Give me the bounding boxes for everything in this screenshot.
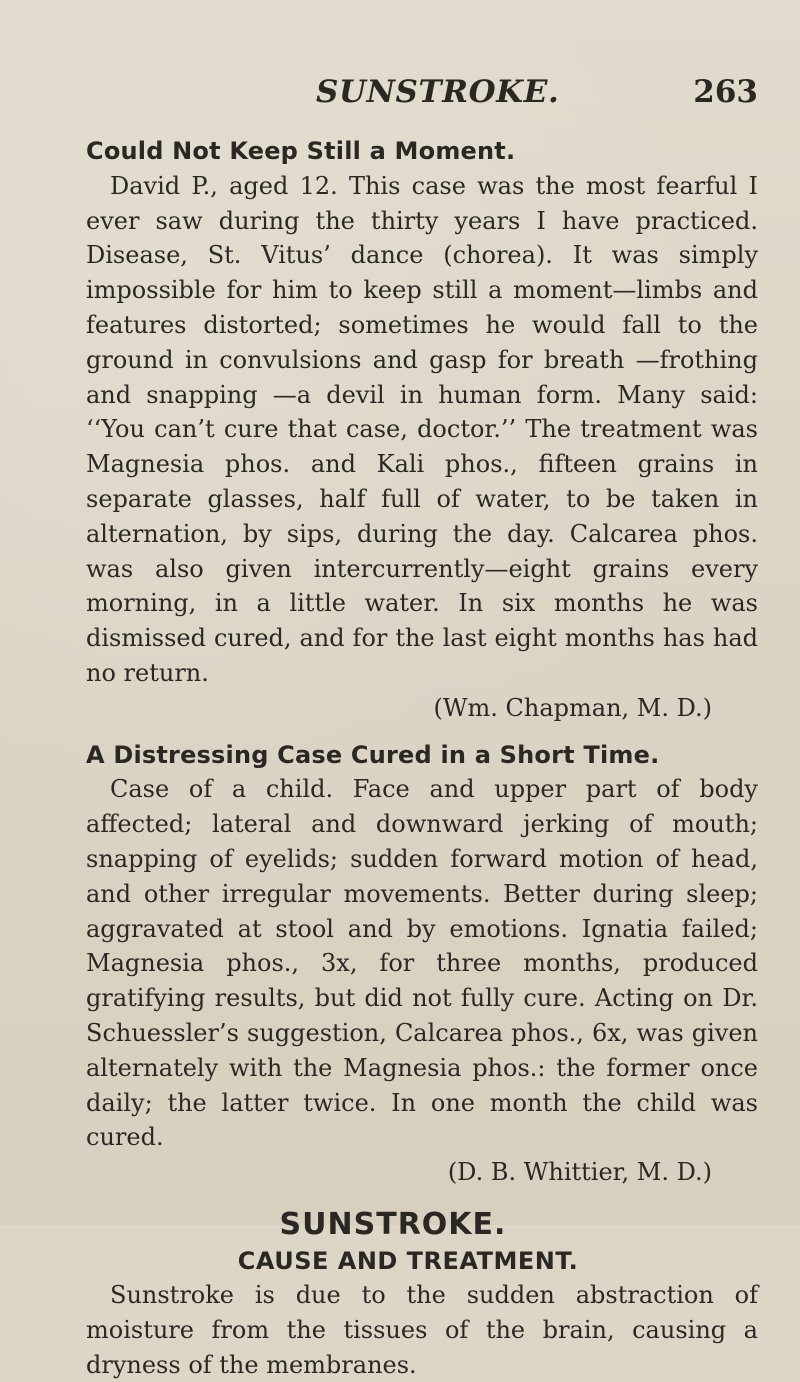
case-heading-could-not-keep-still: Could Not Keep Still a Moment.	[86, 137, 516, 165]
case-signature-chapman: (Wm. Chapman, M. D.)	[433, 693, 712, 722]
sunstroke-paragraph: Sunstroke is due to the sudden abstraction of moisture from the tissues of the brain, causing a dryness of the membranes.	[86, 1280, 758, 1379]
running-header	[86, 74, 758, 114]
case-paragraph-distressing-case: Case of a child. Face and upper part of body affected; lateral and downward jerking of mouth; snapping of eyelids; sudden forward motion of head, and other irregular movements. Better during sleep; aggravated at stool and by emotions. Ignatia failed; Magnesia phos., 3x, for three months, produced gratifying results, but did not fully cure. Acting on Dr. Schuessler’s suggestion, Calcarea phos., 6x, was given alternately with the Magnesia phos.: the former once daily; the latter twice. In one month the child was cured.	[86, 775, 758, 1152]
section-gap	[86, 726, 758, 738]
sunstroke-title: SUNSTROKE.	[279, 1206, 507, 1242]
running-title: SUNSTROKE.	[316, 74, 560, 110]
case-heading-distressing-case: A Distressing Case Cured in a Short Time.	[86, 740, 660, 769]
case-signature-whittier: (D. B. Whittier, M. D.)	[447, 1158, 712, 1187]
case-paragraph-could-not-keep-still: David P., aged 12. This case was the most fearful I ever saw during the thirty years I have practiced. Disease, St. Vitus’ dance (chorea). It was simply impossible for him to keep still a moment—limbs and features distorted; sometimes he would fall to the ground in convulsions and gasp for breath —frothing and snapping —a devil in human form. Many said: ‘‘You can’t cure that case, doctor.’’ The treatment was Magnesia phos. and Kali phos., fifteen grains in separate glasses, half full of water, to be taken in alternation, by sips, during the day. Calcarea phos. was also given intercurrently—eight grains every morning, in a little water. In six months he was dismissed cured, and for the last eight months has had no return.	[86, 171, 758, 687]
page-number: 263	[693, 74, 758, 110]
sunstroke-subtitle: CAUSE AND TREATMENT.	[237, 1246, 579, 1275]
body-text	[86, 134, 758, 1382]
